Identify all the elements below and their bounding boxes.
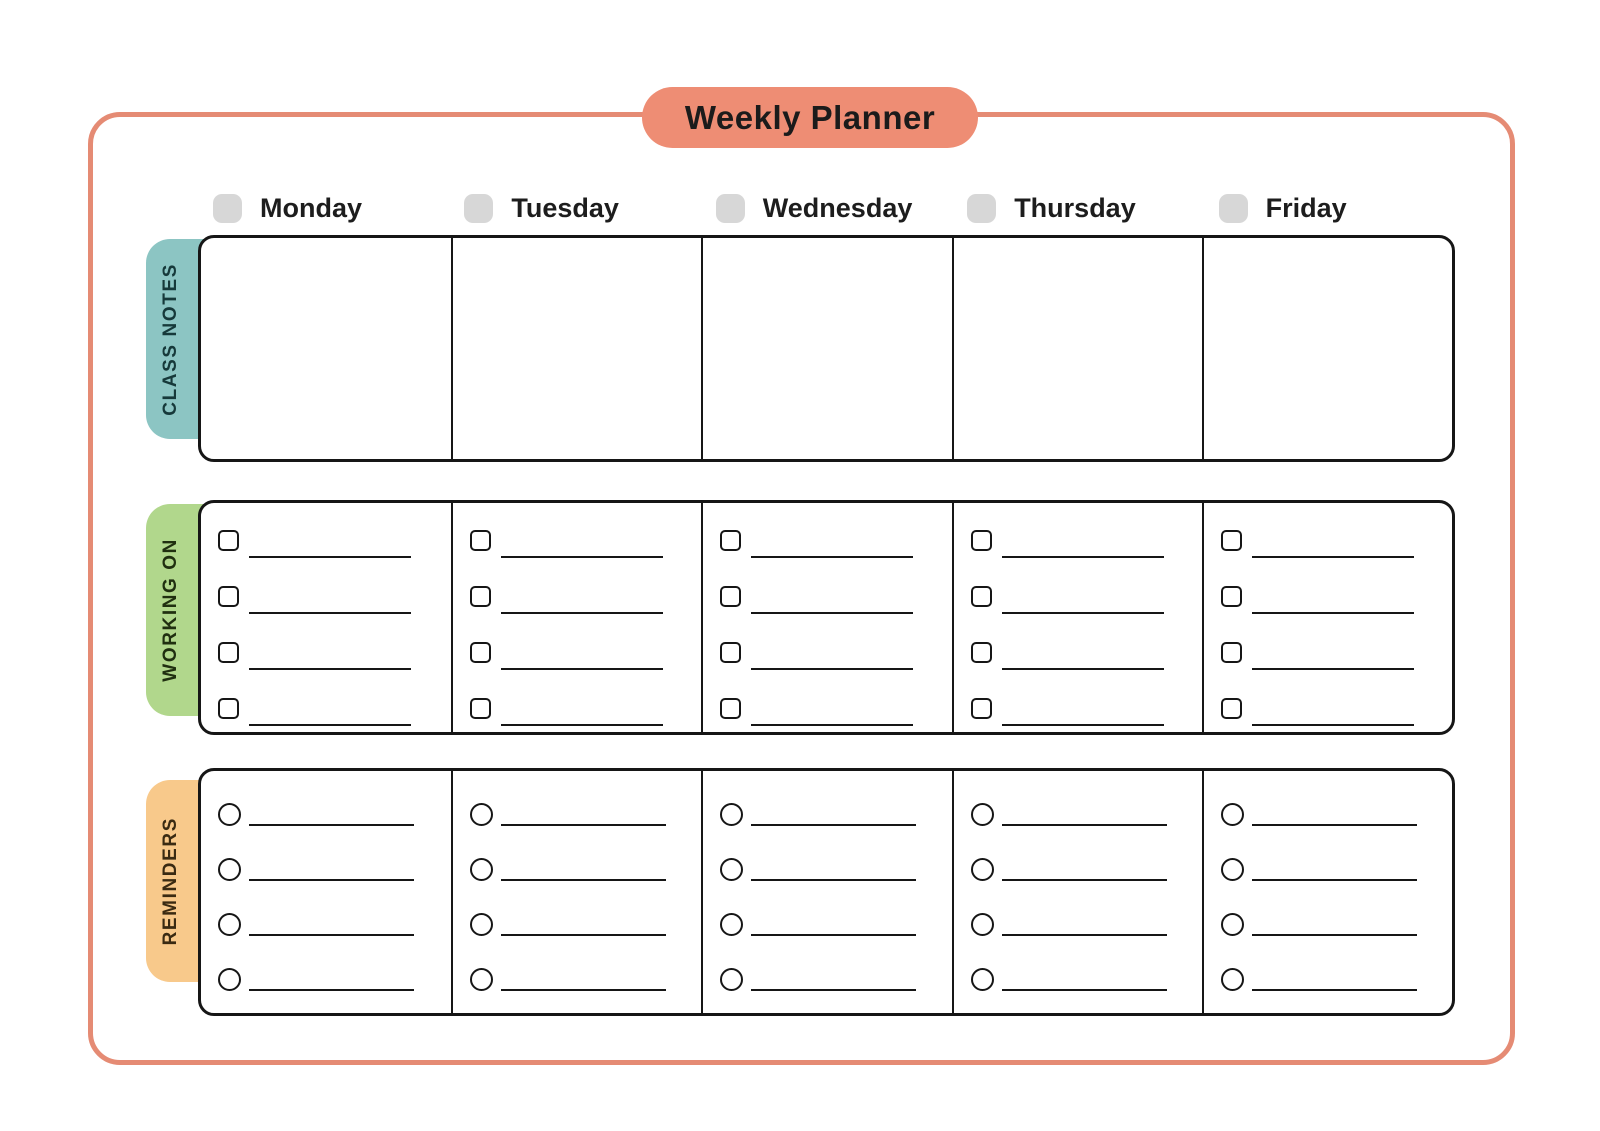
write-line[interactable]	[1252, 824, 1417, 826]
day-checkbox-friday[interactable]	[1219, 194, 1248, 223]
class-notes-cell-friday[interactable]	[1202, 238, 1452, 459]
reminders-cell-wednesday[interactable]	[701, 771, 951, 1016]
write-line[interactable]	[1252, 879, 1417, 881]
working-on-cell-thursday[interactable]	[952, 503, 1202, 735]
checkbox-icon[interactable]	[1221, 586, 1242, 607]
write-line[interactable]	[1252, 989, 1417, 991]
reminder-item	[703, 968, 951, 1016]
write-line[interactable]	[751, 989, 916, 991]
checkbox-icon[interactable]	[470, 642, 491, 663]
day-header-monday	[198, 188, 449, 228]
working-on-cell-friday[interactable]	[1202, 503, 1452, 735]
write-line[interactable]	[751, 934, 916, 936]
bullet-circle-icon[interactable]	[218, 803, 241, 826]
write-line[interactable]	[249, 934, 414, 936]
class-notes-grid	[198, 235, 1455, 462]
write-line[interactable]	[1002, 668, 1164, 670]
working-on-cell-wednesday[interactable]	[701, 503, 951, 735]
todo-item	[703, 586, 951, 642]
reminder-item	[703, 803, 951, 858]
todo-item	[453, 530, 701, 586]
bullet-circle-icon[interactable]	[971, 913, 994, 936]
checkbox-icon[interactable]	[218, 586, 239, 607]
write-line[interactable]	[1002, 724, 1164, 726]
write-line[interactable]	[501, 724, 663, 726]
bullet-circle-icon[interactable]	[720, 803, 743, 826]
write-line[interactable]	[249, 668, 411, 670]
checkbox-icon[interactable]	[470, 698, 491, 719]
todo-item	[703, 698, 951, 735]
write-line[interactable]	[1252, 612, 1414, 614]
todo-item	[703, 642, 951, 698]
write-line[interactable]	[249, 724, 411, 726]
day-label-wednesday: Wednesday	[762, 192, 913, 223]
section-tab-class-notes-label: CLASS NOTES	[160, 262, 181, 416]
todo-item	[1204, 530, 1452, 586]
day-checkbox-wednesday[interactable]	[716, 194, 745, 223]
write-line[interactable]	[751, 879, 916, 881]
checkbox-icon[interactable]	[1221, 530, 1242, 551]
class-notes-cell-tuesday[interactable]	[451, 238, 701, 459]
todo-item	[453, 586, 701, 642]
bullet-circle-icon[interactable]	[720, 968, 743, 991]
reminder-item	[201, 913, 451, 968]
bullet-circle-icon[interactable]	[1221, 913, 1244, 936]
todo-item	[954, 586, 1202, 642]
reminder-item	[1204, 858, 1452, 913]
working-on-cell-tuesday[interactable]	[451, 503, 701, 735]
reminder-item	[703, 858, 951, 913]
write-line[interactable]	[501, 934, 666, 936]
reminder-item	[201, 803, 451, 858]
bullet-circle-icon[interactable]	[470, 803, 493, 826]
reminder-item	[453, 858, 701, 913]
checkbox-icon[interactable]	[971, 530, 992, 551]
working-on-cell-monday[interactable]	[201, 503, 451, 735]
write-line[interactable]	[751, 668, 913, 670]
todo-item	[453, 642, 701, 698]
todo-item	[954, 530, 1202, 586]
bullet-circle-icon[interactable]	[470, 858, 493, 881]
reminder-item	[201, 858, 451, 913]
day-checkbox-thursday[interactable]	[967, 194, 996, 223]
section-tab-reminders-label: REMINDERS	[160, 816, 181, 946]
write-line[interactable]	[751, 724, 913, 726]
write-line[interactable]	[1252, 556, 1414, 558]
write-line[interactable]	[751, 824, 916, 826]
bullet-circle-icon[interactable]	[470, 968, 493, 991]
bullet-circle-icon[interactable]	[1221, 858, 1244, 881]
day-label-friday: Friday	[1265, 192, 1347, 223]
day-label-tuesday: Tuesday	[511, 192, 619, 223]
write-line[interactable]	[1002, 556, 1164, 558]
bullet-circle-icon[interactable]	[720, 913, 743, 936]
bullet-circle-icon[interactable]	[218, 968, 241, 991]
checkbox-icon[interactable]	[720, 530, 741, 551]
write-line[interactable]	[1002, 934, 1167, 936]
checkbox-icon[interactable]	[218, 642, 239, 663]
checkbox-icon[interactable]	[218, 698, 239, 719]
write-line[interactable]	[249, 612, 411, 614]
write-line[interactable]	[1002, 824, 1167, 826]
write-line[interactable]	[1252, 724, 1414, 726]
bullet-circle-icon[interactable]	[971, 803, 994, 826]
reminder-item	[201, 968, 451, 1016]
checkbox-icon[interactable]	[720, 642, 741, 663]
bullet-circle-icon[interactable]	[971, 858, 994, 881]
planner-title: Weekly Planner	[684, 98, 936, 136]
checkbox-icon[interactable]	[971, 586, 992, 607]
class-notes-cell-wednesday[interactable]	[701, 238, 951, 459]
todo-item	[201, 530, 451, 586]
day-label-thursday: Thursday	[1014, 192, 1136, 223]
bullet-circle-icon[interactable]	[971, 968, 994, 991]
day-header-row	[198, 188, 1455, 228]
todo-item	[1204, 586, 1452, 642]
reminders-cell-thursday[interactable]	[952, 771, 1202, 1016]
write-line[interactable]	[501, 556, 663, 558]
checkbox-icon[interactable]	[971, 642, 992, 663]
write-line[interactable]	[249, 989, 414, 991]
planner-title-badge	[642, 87, 978, 148]
checkbox-icon[interactable]	[470, 586, 491, 607]
checkbox-icon[interactable]	[470, 530, 491, 551]
bullet-circle-icon[interactable]	[1221, 968, 1244, 991]
checkbox-icon[interactable]	[971, 698, 992, 719]
checkbox-icon[interactable]	[720, 698, 741, 719]
reminders-cell-friday[interactable]	[1202, 771, 1452, 1016]
day-header-wednesday	[701, 188, 952, 228]
write-line[interactable]	[501, 668, 663, 670]
write-line[interactable]	[501, 989, 666, 991]
reminder-item	[453, 968, 701, 1016]
write-line[interactable]	[1252, 934, 1417, 936]
day-header-thursday	[952, 188, 1203, 228]
day-checkbox-tuesday[interactable]	[464, 194, 493, 223]
reminder-item	[954, 913, 1202, 968]
checkbox-icon[interactable]	[1221, 642, 1242, 663]
write-line[interactable]	[501, 879, 666, 881]
reminder-item	[703, 913, 951, 968]
reminders-cell-monday[interactable]	[201, 771, 451, 1016]
todo-item	[954, 698, 1202, 735]
day-label-monday: Monday	[260, 192, 363, 223]
todo-item	[1204, 642, 1452, 698]
todo-item	[453, 698, 701, 735]
bullet-circle-icon[interactable]	[1221, 803, 1244, 826]
write-line[interactable]	[249, 556, 411, 558]
write-line[interactable]	[1002, 989, 1167, 991]
reminder-item	[453, 913, 701, 968]
class-notes-cell-thursday[interactable]	[952, 238, 1202, 459]
reminder-item	[954, 968, 1202, 1016]
todo-item	[201, 698, 451, 735]
reminder-item	[1204, 913, 1452, 968]
todo-item	[1204, 698, 1452, 735]
bullet-circle-icon[interactable]	[218, 858, 241, 881]
write-line[interactable]	[751, 556, 913, 558]
day-header-friday	[1204, 188, 1455, 228]
reminder-item	[453, 803, 701, 858]
reminders-grid	[198, 768, 1455, 1016]
reminder-item	[954, 803, 1202, 858]
checkbox-icon[interactable]	[720, 586, 741, 607]
write-line[interactable]	[501, 612, 663, 614]
write-line[interactable]	[249, 879, 414, 881]
reminder-item	[954, 858, 1202, 913]
checkbox-icon[interactable]	[218, 530, 239, 551]
write-line[interactable]	[1002, 879, 1167, 881]
working-on-grid	[198, 500, 1455, 735]
day-checkbox-monday[interactable]	[213, 194, 242, 223]
reminders-cell-tuesday[interactable]	[451, 771, 701, 1016]
checkbox-icon[interactable]	[1221, 698, 1242, 719]
write-line[interactable]	[501, 824, 666, 826]
todo-item	[954, 642, 1202, 698]
todo-item	[201, 642, 451, 698]
write-line[interactable]	[249, 824, 414, 826]
bullet-circle-icon[interactable]	[218, 913, 241, 936]
day-header-tuesday	[449, 188, 700, 228]
write-line[interactable]	[751, 612, 913, 614]
write-line[interactable]	[1002, 612, 1164, 614]
reminder-item	[1204, 803, 1452, 858]
todo-item	[703, 530, 951, 586]
bullet-circle-icon[interactable]	[720, 858, 743, 881]
reminder-item	[1204, 968, 1452, 1016]
class-notes-cell-monday[interactable]	[201, 238, 451, 459]
todo-item	[201, 586, 451, 642]
bullet-circle-icon[interactable]	[470, 913, 493, 936]
section-tab-working-on-label: WORKING ON	[160, 538, 181, 682]
write-line[interactable]	[1252, 668, 1414, 670]
